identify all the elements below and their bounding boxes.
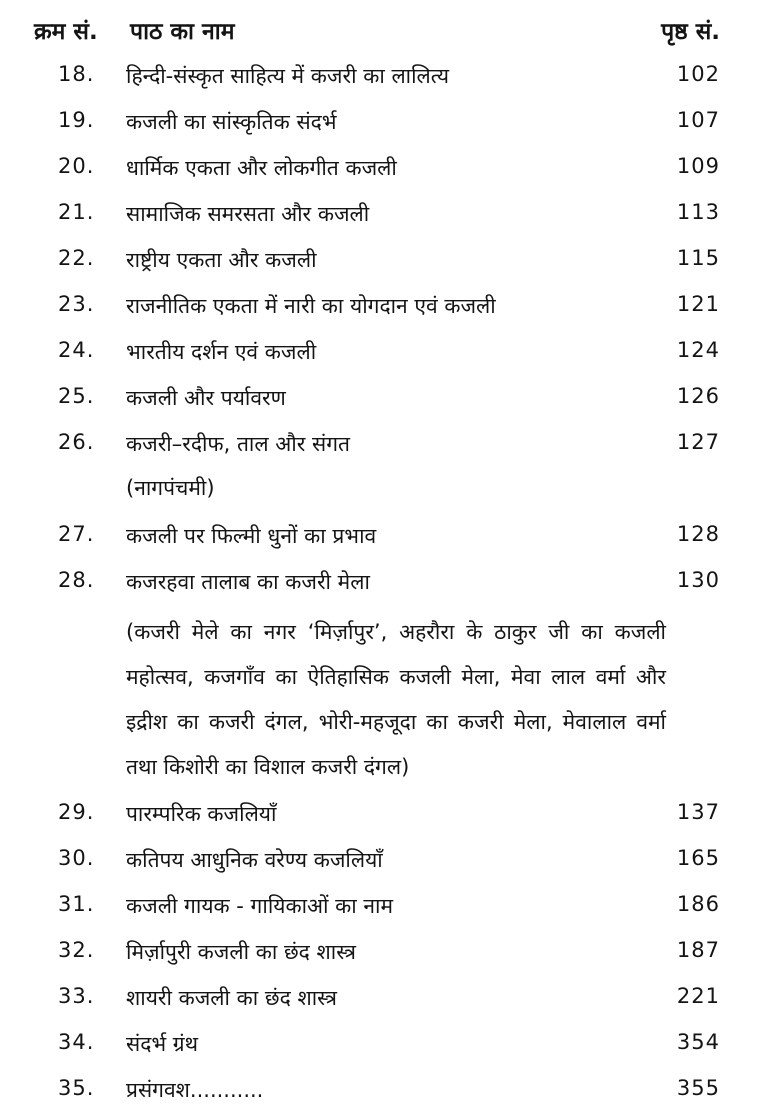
toc-header <box>0 8 780 48</box>
entry-title: कजरहवा तालाब का कजरी मेला <box>126 570 370 594</box>
entry-page: 126 <box>676 384 720 408</box>
entry-number: 31. <box>58 892 95 916</box>
entry-subtitle: (नागपंचमी) <box>126 476 215 500</box>
toc-entry[interactable] <box>0 424 780 470</box>
entry-number: 21. <box>58 200 95 224</box>
entry-title: कजली पर फिल्मी धुनों का प्रभाव <box>126 524 377 548</box>
entry-number: 30. <box>58 846 95 870</box>
toc-entry[interactable] <box>0 102 780 148</box>
entry-number: 20. <box>58 154 95 178</box>
entry-number: 29. <box>58 800 95 824</box>
toc-entry[interactable] <box>0 1070 780 1116</box>
entry-title: धार्मिक एकता और लोकगीत कजली <box>126 156 397 180</box>
entry-page: 221 <box>676 984 720 1008</box>
entry-title: कजरी–रदीफ, ताल और संगत <box>126 432 351 456</box>
entry-number: 25. <box>58 384 95 408</box>
entry-page: 124 <box>676 338 720 362</box>
entry-number: 22. <box>58 246 95 270</box>
entry-number: 23. <box>58 292 95 316</box>
entry-title: प्रसंगवश........... <box>126 1078 264 1102</box>
toc-entry[interactable] <box>0 794 780 840</box>
entry-number: 32. <box>58 938 95 962</box>
entry-number: 18. <box>58 62 95 86</box>
entry-title: राजनीतिक एकता में नारी का योगदान एवं कजली <box>126 294 496 318</box>
toc-entry[interactable] <box>0 56 780 102</box>
entry-subtitle-row <box>0 470 780 516</box>
toc-entry[interactable] <box>0 516 780 562</box>
toc-list <box>0 56 780 1116</box>
entry-title: मिर्ज़ापुरी कजली का छंद शास्त्र <box>126 940 356 964</box>
entry-page: 354 <box>676 1030 720 1054</box>
serial-number-heading: क्रम सं. <box>34 19 98 45</box>
toc-entry[interactable] <box>0 148 780 194</box>
toc-entry[interactable] <box>0 332 780 378</box>
entry-number: 24. <box>58 338 95 362</box>
entry-number: 27. <box>58 522 95 546</box>
entry-page: 113 <box>676 200 720 224</box>
entry-page: 187 <box>676 938 720 962</box>
entry-page: 121 <box>676 292 720 316</box>
entry-page: 137 <box>676 800 720 824</box>
entry-title: सामाजिक समरसता और कजली <box>126 202 370 226</box>
entry-title: कजली और पर्यावरण <box>126 386 286 410</box>
toc-entry[interactable] <box>0 932 780 978</box>
entry-page: 186 <box>676 892 720 916</box>
entry-title: कजली गायक - गायिकाओं का नाम <box>126 894 394 918</box>
toc-entry[interactable] <box>0 562 780 608</box>
entry-page: 107 <box>676 108 720 132</box>
entry-title: भारतीय दर्शन एवं कजली <box>126 340 317 364</box>
entry-number: 19. <box>58 108 95 132</box>
entry-title: कजली का सांस्कृतिक संदर्भ <box>126 110 337 134</box>
toc-entry[interactable] <box>0 840 780 886</box>
toc-entry[interactable] <box>0 286 780 332</box>
toc-entry[interactable] <box>0 240 780 286</box>
toc-entry[interactable] <box>0 886 780 932</box>
toc-entry[interactable] <box>0 194 780 240</box>
entry-page: 355 <box>676 1076 720 1100</box>
entry-number: 35. <box>58 1076 95 1100</box>
entry-page: 115 <box>676 246 720 270</box>
entry-page: 102 <box>676 62 720 86</box>
toc-entry[interactable] <box>0 978 780 1024</box>
entry-title: कतिपय आधुनिक वरेण्य कजलियाँ <box>126 848 383 872</box>
entry-title: पारम्परिक कजलियाँ <box>126 802 277 826</box>
entry-title: शायरी कजली का छंद शास्त्र <box>126 986 337 1010</box>
entry-page: 128 <box>676 522 720 546</box>
entry-number: 34. <box>58 1030 95 1054</box>
chapter-name-heading: पाठ का नाम <box>130 19 235 45</box>
entry-title: राष्ट्रीय एकता और कजली <box>126 248 317 272</box>
entry-page: 165 <box>676 846 720 870</box>
entry-page: 130 <box>676 568 720 592</box>
entry-number: 26. <box>58 430 95 454</box>
entry-number: 28. <box>58 568 95 592</box>
entry-page: 109 <box>676 154 720 178</box>
toc-entry[interactable] <box>0 1024 780 1070</box>
entry-page: 127 <box>676 430 720 454</box>
entry-title: संदर्भ ग्रंथ <box>126 1032 199 1056</box>
entry-title: हिन्दी-संस्कृत साहित्य में कजरी का लालित्य <box>126 64 450 88</box>
entry-description: (कजरी मेले का नगर ‘मिर्ज़ापुर’, अहरौरा के ठाकुर जी का कजली महोत्सव, कजगाँव का ऐतिहासिक कजली मेला, मेवा लाल वर्मा और इद्रीश का कजरी दंगल, भोरी-महजूदा का कजरी मेला, मेवालाल वर्मा तथा किशोरी का विशाल कजरी दंगल) <box>126 620 666 779</box>
toc-entry[interactable] <box>0 378 780 424</box>
page-number-heading: पृष्ठ सं. <box>661 19 720 45</box>
entry-number: 33. <box>58 984 95 1008</box>
